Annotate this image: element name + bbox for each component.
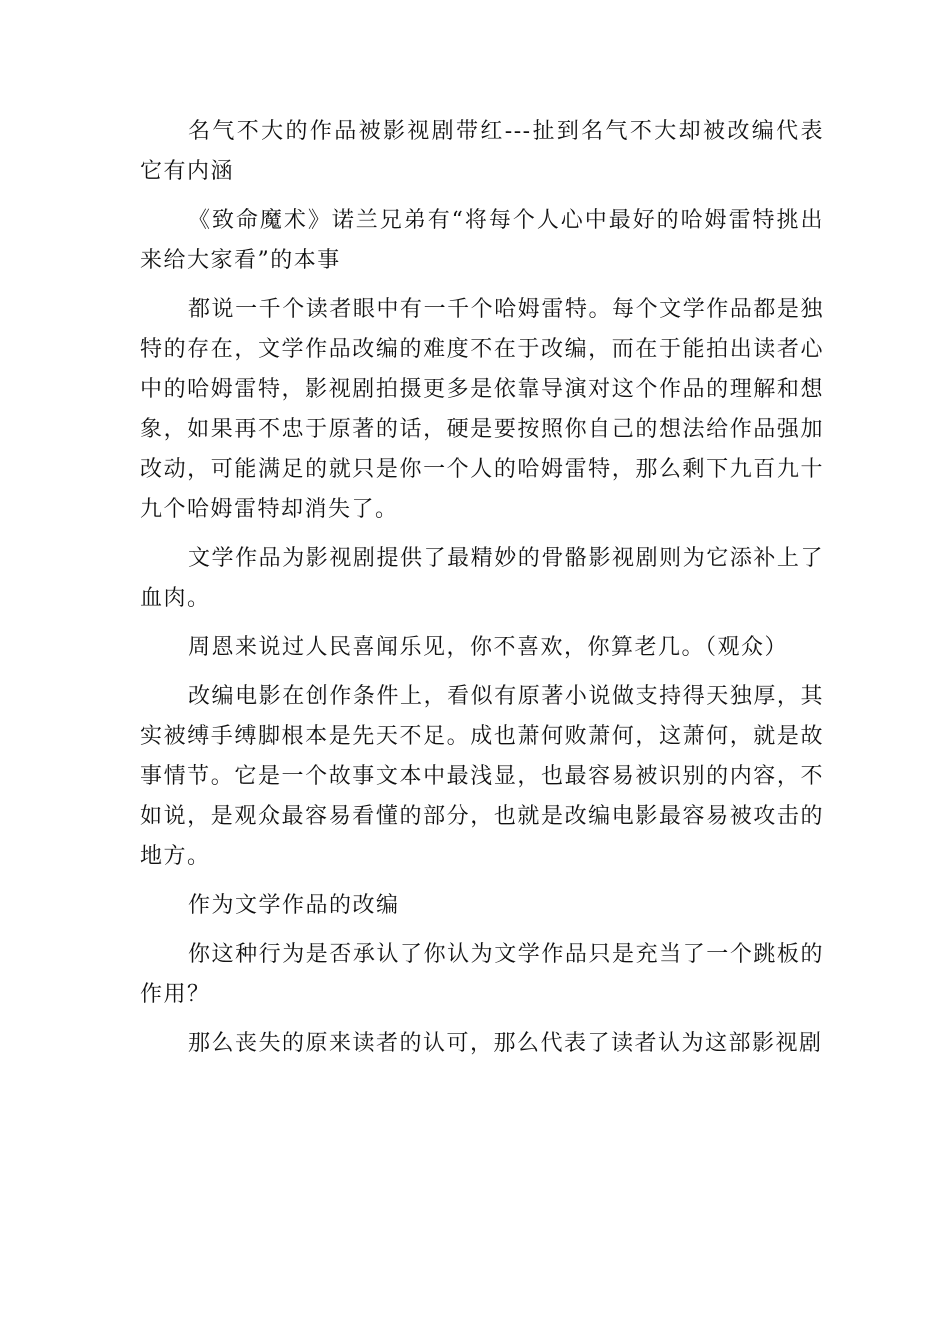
paragraph-2: 《致命魔术》诺兰兄弟有“将每个人心中最好的哈姆雷特挑出来给大家看”的本事 — [140, 208, 824, 273]
paragraph-3: 都说一千个读者眼中有一千个哈姆雷特。每个文学作品都是独特的存在，文学作品改编的难度不在于改编，而在于能拍出读者心中的哈姆雷特，影视剧拍摄更多是依靠导演对这个作品的理解和想象，如果再不忠于原著的话，硬是要按照你自己的想法给作品强加改动，可能满足的就只是你一个人的哈姆雷特，那么剩下九百九十九个哈姆雷特却消失了。 — [140, 297, 824, 522]
paragraph-9: 那么丧失的原来读者的认可，那么代表了读者认为这部影视剧 — [188, 1031, 823, 1056]
paragraph-6: 改编电影在创作条件上，看似有原著小说做支持得天独厚，其实被缚手缚脚根本是先天不足。成也萧何败萧何，这萧何，就是故事情节。它是一个故事文本中最浅显，也最容易被识别的内容，不如说，是观众最容易看懂的部分，也就是改编电影最容易被攻击的地方。 — [140, 684, 824, 869]
paragraph-4: 文学作品为影视剧提供了最精妙的骨骼影视剧则为它添补上了血肉。 — [140, 546, 824, 611]
paragraph-1: 名气不大的作品被影视剧带红---扯到名气不大却被改编代表它有内涵 — [140, 119, 824, 184]
document-page — [140, 112, 824, 1073]
paragraph-7: 作为文学作品的改编 — [188, 893, 400, 918]
paragraph-5: 周恩来说过人民喜闻乐见，你不喜欢，你算老几。（观众） — [188, 635, 789, 660]
paragraph-8: 你这种行为是否承认了你认为文学作品只是充当了一个跳板的作用？ — [140, 942, 824, 1007]
